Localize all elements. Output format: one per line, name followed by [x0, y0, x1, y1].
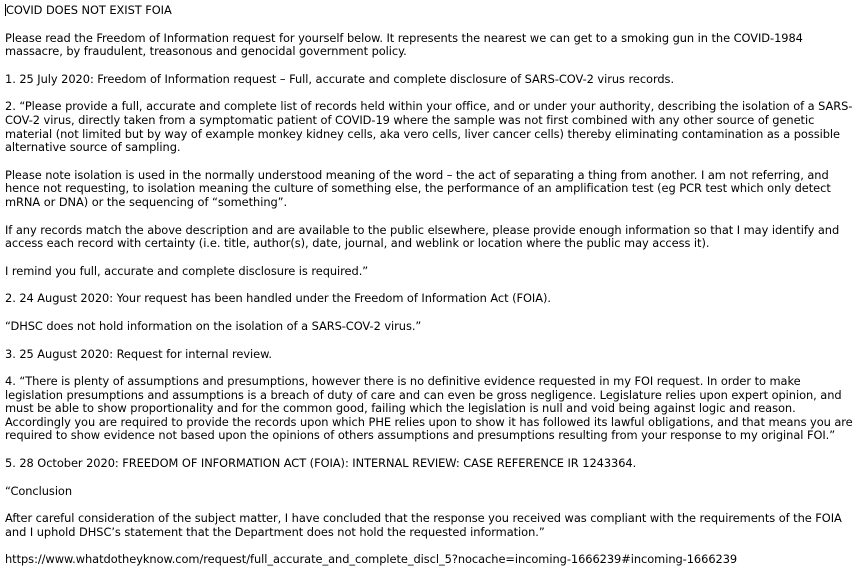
item-5-paragraph: 5. 28 October 2020: FREEDOM OF INFORMATION ACT (FOIA): INTERNAL REVIEW: CASE REFERENCE IR 1243364.	[5, 456, 637, 471]
remind-paragraph: I remind you full, accurate and complete disclosure is required.”	[5, 263, 369, 278]
item-1-paragraph: 1. 25 July 2020: Freedom of Information request – Full, accurate and complete disclosure of SARS-COV-2 virus records.	[5, 71, 675, 86]
conclusion-heading: “Conclusion	[5, 483, 73, 498]
source-url: https://www.whatdotheyknow.com/request/full_accurate_and_complete_discl_5?nocache=incoming-1666239#incoming-1666239	[5, 552, 738, 567]
item-4-paragraph: 4. “There is plenty of assumptions and presumptions, however there is no definitive evidence requested in my FOI request. In order to make legislation presumptions and assumptions is a breach of duty of care and can even be gross negligence. Legislature relies upon expert opinion, and must be able to show proportionality and for the common good, failing which the legislation is null and void being against logic and reason. Accordingly you are required to provide the records upon which PHE relies upon to show it has followed its lawful obligations, and that means you are required to show evidence not based upon the opinions of others assumptions and presumptions resulting from your response to my original FOI.”	[5, 374, 853, 443]
intro-paragraph: Please read the Freedom of Information request for yourself below. It represents the nearest we can get to a smoking gun in the COVID-1984 massacre, by fraudulent, treasonous and genocidal government policy.	[5, 30, 803, 59]
conclusion-paragraph: After careful consideration of the subject matter, I have concluded that the response you received was compliant with the requirements of the FOIA and I uphold DHSC’s statement that the Department does not hold the requested information.”	[5, 511, 842, 539]
records-note-paragraph: If any records match the above description and are available to the public elsewhere, please provide enough information so that I may identify and access each record with certainty (i.e. title, author(s), date, journal, and weblink or location where the public may access it).	[5, 222, 840, 251]
document-title: COVID DOES NOT EXIST FOIA	[6, 3, 172, 17]
document-title-line	[5, 4, 857, 18]
isolation-note-paragraph: Please note isolation is used in the normally understood meaning of the word – the act of separating a thing from another. I am not referring, and hence not requesting, to isolation meaning the culture of something else, the performance of an amplification test (eg PCR test which only detect mRNA or DNA) or the sequencing of “something”.	[5, 167, 831, 209]
item-2b-paragraph: 2. 24 August 2020: Your request has been handled under the Freedom of Information Act (FOIA).	[5, 291, 551, 306]
item-2-paragraph: 2. “Please provide a full, accurate and complete list of records held within your office, and or under your authority, describing the isolation of a SARS-COV-2 virus, directly taken from a symptomatic patient of COVID-19 where the sample was not first combined with any other source of genetic material (not limited but by way of example monkey kidney cells, aka vero cells, liver cancer cells) thereby eliminating contamination as a possible alternative source of sampling.	[5, 99, 853, 155]
item-3-paragraph: 3. 25 August 2020: Request for internal review.	[5, 346, 272, 361]
document-body[interactable]	[5, 2, 857, 567]
dhsc-quote-paragraph: “DHSC does not hold information on the isolation of a SARS-COV-2 virus.”	[5, 318, 422, 333]
